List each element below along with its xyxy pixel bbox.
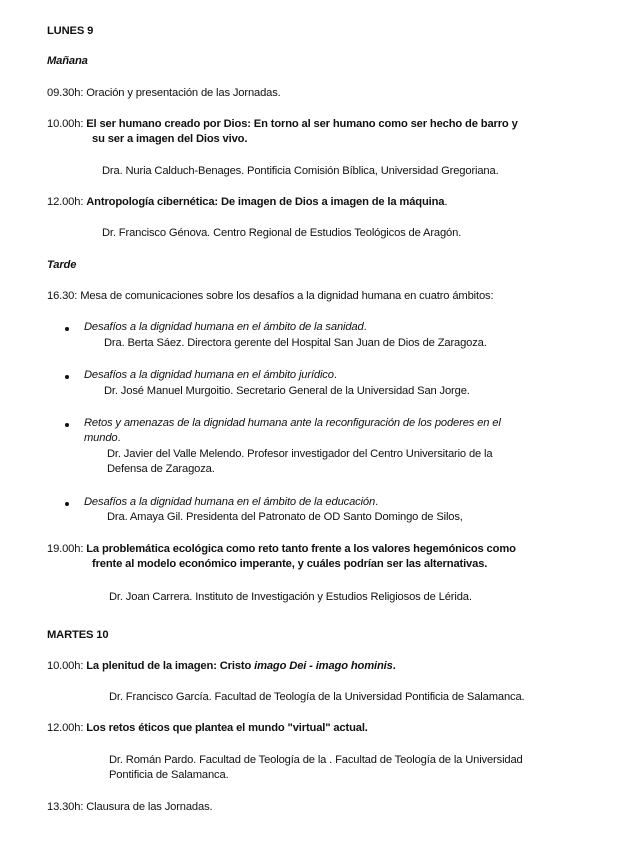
item-text: Clausura de las Jornadas. [86,801,213,813]
speaker: Dra. Nuria Calduch-Benages. Pontificia Comisión Bíblica, Universidad Gregoriana. [102,165,499,177]
panel-topic: Desafíos a la dignidad humana en el ámbito jurídico. [84,369,337,381]
agenda-item-1900 [47,542,516,557]
panel-topic: Desafíos a la dignidad humana en el ámbito de la sanidad. [84,321,367,333]
item-time: 09.30h: [47,87,84,99]
panel-speaker: Dr. José Manuel Murgoitio. Secretario General de la Universidad San Jorge. [104,385,470,397]
session-heading-afternoon: Tarde [47,259,77,271]
item-title: El ser humano creado por Dios: En torno al ser humano como ser hecho de barro y [86,118,518,130]
speaker: Dr. Francisco García. Facultad de Teología de la Universidad Pontificia de Salamanca. [109,691,525,703]
panel-topic: Desafíos a la dignidad humana en el ámbito de la educación. [84,496,379,508]
item-title-continued: su ser a imagen del Dios vivo. [92,133,248,145]
speaker-continued: Pontificia de Salamanca. [109,769,229,781]
item-time: 10.00h: [47,118,84,130]
agenda-item-1000-tuesday [47,659,396,674]
day-heading-tuesday: MARTES 10 [47,629,109,641]
agenda-item-1000-monday [47,117,518,132]
item-time: 19.00h: [47,543,84,555]
bullet-icon [65,327,69,331]
item-title: La problemática ecológica como reto tanto frente a los valores hegemónicos como [86,543,516,555]
bullet-icon [65,375,69,379]
panel-speaker: Dr. Javier del Valle Melendo. Profesor investigador del Centro Universitario de la [107,448,493,460]
item-title: Los retos éticos que plantea el mundo "virtual" actual. [86,722,368,734]
item-title-continued: frente al modelo económico imperante, y cuáles podrían ser las alternativas. [92,558,488,570]
speaker: Dr. Joan Carrera. Instituto de Investigación y Estudios Religiosos de Lérida. [109,591,472,603]
bullet-icon [65,502,69,506]
day-heading-monday: LUNES 9 [47,25,94,37]
bullet-icon [65,423,69,427]
panel-speaker: Dra. Amaya Gil. Presidenta del Patronato de OD Santo Domingo de Silos, [107,511,463,523]
item-title: La plenitud de la imagen: Cristo imago Dei - imago hominis. [86,660,396,672]
item-text: Mesa de comunicaciones sobre los desafíos a la dignidad humana en cuatro ámbitos: [80,290,494,302]
panel-speaker-continued: Defensa de Zaragoza. [107,463,215,475]
agenda-item-1200-tuesday [47,721,368,736]
agenda-item-panel [47,289,493,304]
item-time: 12.00h: [47,722,84,734]
session-heading-morning: Mañana [47,55,88,67]
panel-speaker: Dra. Berta Sáez. Directora gerente del Hospital San Juan de Dios de Zaragoza. [104,337,487,349]
item-time: 13.30h: [47,801,84,813]
item-title: Antropología cibernética: De imagen de Dios a imagen de la máquina [86,196,445,208]
speaker: Dr. Francisco Génova. Centro Regional de Estudios Teológicos de Aragón. [102,227,462,239]
panel-topic-continued: mundo. [84,432,121,444]
panel-topic: Retos y amenazas de la dignidad humana ante la reconfiguración de los poderes en el [84,417,501,429]
item-time: 16.30: [47,290,78,302]
speaker: Dr. Román Pardo. Facultad de Teología de la . Facultad de Teología de la Universidad [109,754,523,766]
item-text: Oración y presentación de las Jornadas. [86,87,281,99]
item-time: 10.00h: [47,660,84,672]
item-time: 12.00h: [47,196,84,208]
agenda-item-opening [47,86,281,101]
agenda-item-1200-monday: 12.00h: Antropología cibernética: De imagen de Dios a imagen de la máquina. [47,196,448,208]
agenda-item-closing [47,800,212,815]
